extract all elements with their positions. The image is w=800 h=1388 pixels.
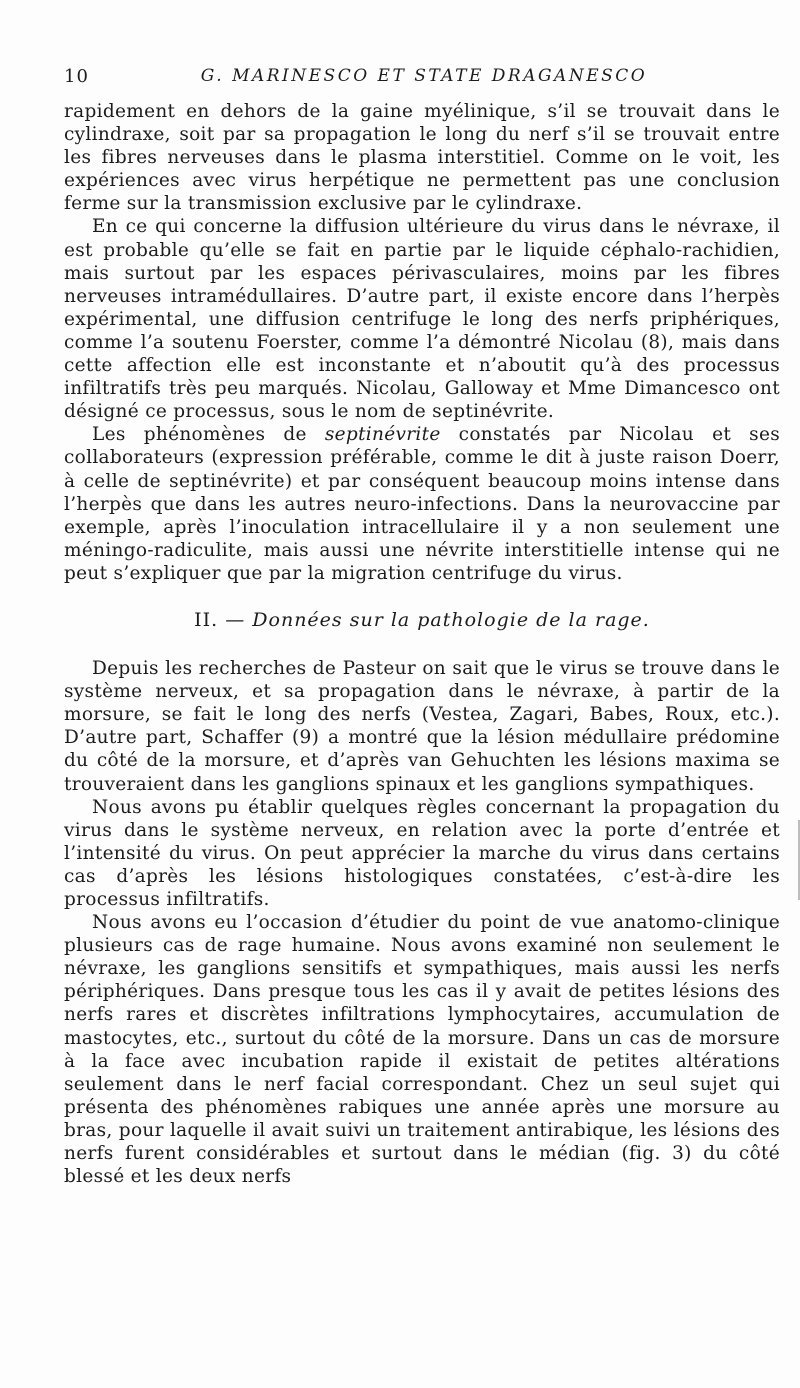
section-heading [64,609,780,632]
paragraph: Nous avons eu l’occasion d’étudier du point de vue anatomo-clinique plusieurs cas de rage humaine. Nous avons examiné non seulement le névraxe, les ganglions sensitifs et sympathiques, mais aussi les nerfs périphériques. Dans presque tous les cas il y avait de petites lésions des nerfs rares et discrètes infiltrations lymphocytaires, accumulation de mastocytes, etc., surtout du côté de la morsure. Dans un cas de morsure à la face avec incubation rapide il existait de petites altérations seulement dans le nerf facial correspondant. Chez un seul sujet qui présenta des phénomènes rabiques une année après une morsure au bras, pour laquelle il avait suivi un traitement antirabique, les lésions des nerfs furent considérables et surtout dans le médian (fig. 3) du côté blessé et les deux nerfs [64,912,780,1188]
section-dash: — [225,608,246,631]
paragraph [64,423,780,585]
running-header [64,66,784,90]
paragraph-text: Les phénomènes de [92,424,325,446]
text-body [64,100,780,1188]
running-title: G. MARINESCO ET STATE DRAGANESCO [200,66,648,86]
emphasized-term: septinévrite [324,424,441,446]
paragraph: Nous avons pu établir quelques règles concernant la propagation du virus dans le système nerveux, en relation avec la porte d’entrée et l’intensité du virus. On peut apprécier la marche du virus dans certains cas d’après les lésions histologiques constatées, c’est-à-dire les processus infiltratifs. [64,796,780,910]
paragraph: Depuis les recherches de Pasteur on sait que le virus se trouve dans le système nerveux, et sa propagation dans le névraxe, à partir de la morsure, se fait le long des nerfs (Vestea, Zagari, Babes, Roux, etc.). D’autre part, Schaffer (9) a montré que la lésion médullaire prédomine du côté de la morsure, et d’après van Gehuchten les lésions maxima se trouveraient dans les ganglions spinaux et les ganglions sympathiques. [64,658,780,795]
paragraph: rapidement en dehors de la gaine myélinique, s’il se trouvait dans le cylindraxe, soit par sa propagation le long du nerf s’il se trouvait entre les fibres nerveuses dans le plasma interstitiel. Comme on le voit, les expériences avec virus herpétique ne permettent pas une conclusion ferme sur la transmission exclusive par le cylindraxe. [64,101,780,215]
section-number: II. [194,608,219,631]
paragraph-text: constatés par Nicolau et ses collaborateurs (expression préférable, comme le dit à juste raison Doerr, à celle de septinévrite) et par conséquent beaucoup moins intense dans l’herpès que dans les autres neuro-infections. Dans la neurovaccine par exemple, après l’inoculation intracellulaire il y a non seulement une méningo-radiculite, mais aussi une névrite interstitielle intense qui ne peut s’expliquer que par la migration centrifuge du virus. [64,424,780,584]
paragraph: En ce qui concerne la diffusion ultérieure du virus dans le névraxe, il est probable qu’elle se fait en partie par le liquide céphalo-rachidien, mais surtout par les espaces périvasculaires, moins par les fibres nerveuses intramédullaires. D’autre part, il existe encore dans l’herpès expérimental, une diffusion centrifuge le long des nerfs priphériques, comme l’a soutenu Foerster, comme l’a démontré Nicolau (8), mais dans cette affection elle est inconstante et n’aboutit qu’à des processus infiltratifs très peu marqués. Nicolau, Galloway et Mme Dimancesco ont désigné ce processus, sous le nom de septinévrite. [64,216,780,423]
section-title: Données sur la pathologie de la rage. [252,608,650,631]
page-number: 10 [64,66,89,87]
